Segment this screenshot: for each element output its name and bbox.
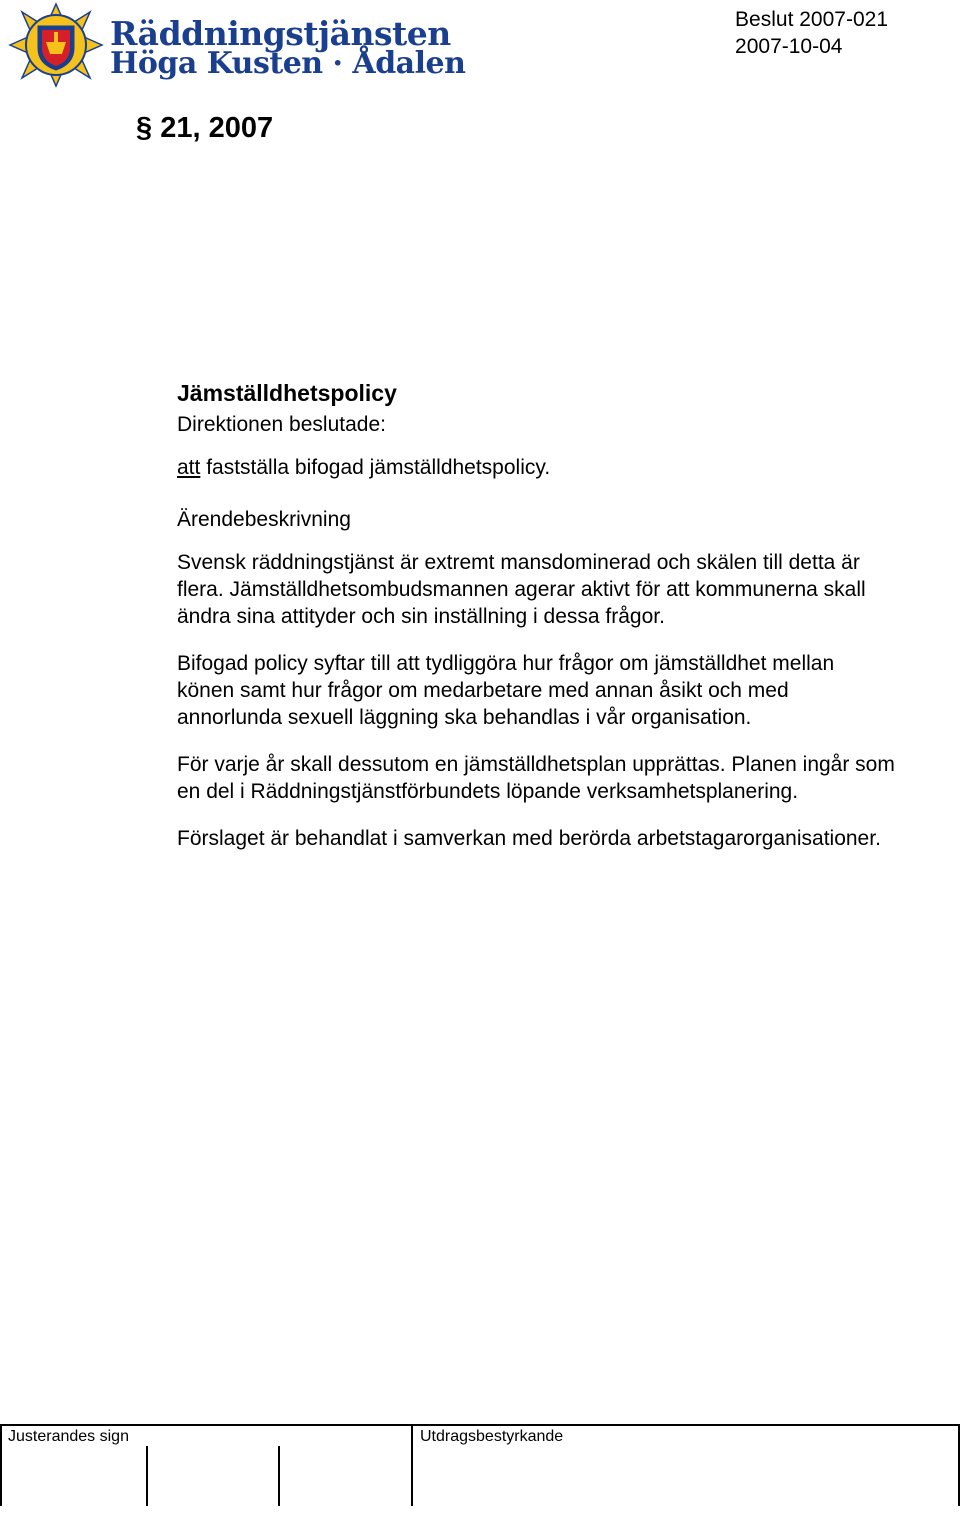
decision-date: 2007-10-04 — [735, 35, 843, 58]
case-paragraph-3: För varje år skall dessutom en jämställdhetsplan upprättas. Planen ingår som en del i Räddningstjänstförbundets löpande verksamhetsplanering. — [177, 753, 895, 803]
footer-top-rule — [0, 1424, 960, 1426]
footer-label-justerandes: Justerandes sign — [8, 1428, 129, 1445]
organization-logo — [8, 2, 466, 88]
case-paragraph-2: Bifogad policy syftar till att tydliggöra hur frågor om jämställdhet mellan könen samt hur frågor om medarbetare med annan åsikt och med annorlunda sexuell läggning ska behandlas i vår organisation. — [177, 652, 835, 729]
resolution-att: att — [177, 456, 201, 479]
case-paragraph-1: Svensk räddningstjänst är extremt mansdominerad och skälen till detta är flera. Jämställdhetsombudsmannen agerar aktivt för att kommunerna skall ändra sina attityder och sin inställning i dessa frågor. — [177, 551, 866, 628]
organization-name-line1: Räddningstjänsten — [110, 14, 451, 53]
decision-intro: Direktionen beslutade: — [177, 413, 386, 436]
document-reference — [735, 6, 888, 60]
footer-left-border — [0, 1424, 2, 1506]
resolution-line — [177, 454, 897, 481]
organization-name-line2: Höga Kusten · Ådalen — [110, 46, 466, 81]
paragraph-symbol: § — [136, 112, 153, 144]
decision-title: Jämställdhetspolicy — [177, 380, 397, 406]
fire-service-emblem-icon — [8, 2, 104, 88]
case-heading: Ärendebeskrivning — [177, 508, 351, 531]
section-number: 21, 2007 — [160, 112, 274, 144]
footer-label-utdrag: Utdragsbestyrkande — [420, 1428, 564, 1445]
footer-middle-border — [411, 1424, 413, 1506]
decision-body — [177, 380, 897, 852]
decision-number: Beslut 2007-021 — [735, 8, 888, 31]
case-paragraph-4: Förslaget är behandlat i samverkan med berörda arbetstagarorganisationer. — [177, 827, 881, 850]
resolution-text: fastställa bifogad jämställdhetspolicy. — [200, 456, 551, 479]
signature-box-divider-1 — [146, 1446, 148, 1506]
signature-footer — [0, 1424, 960, 1506]
section-heading — [136, 112, 273, 145]
signature-box-divider-2 — [278, 1446, 280, 1506]
